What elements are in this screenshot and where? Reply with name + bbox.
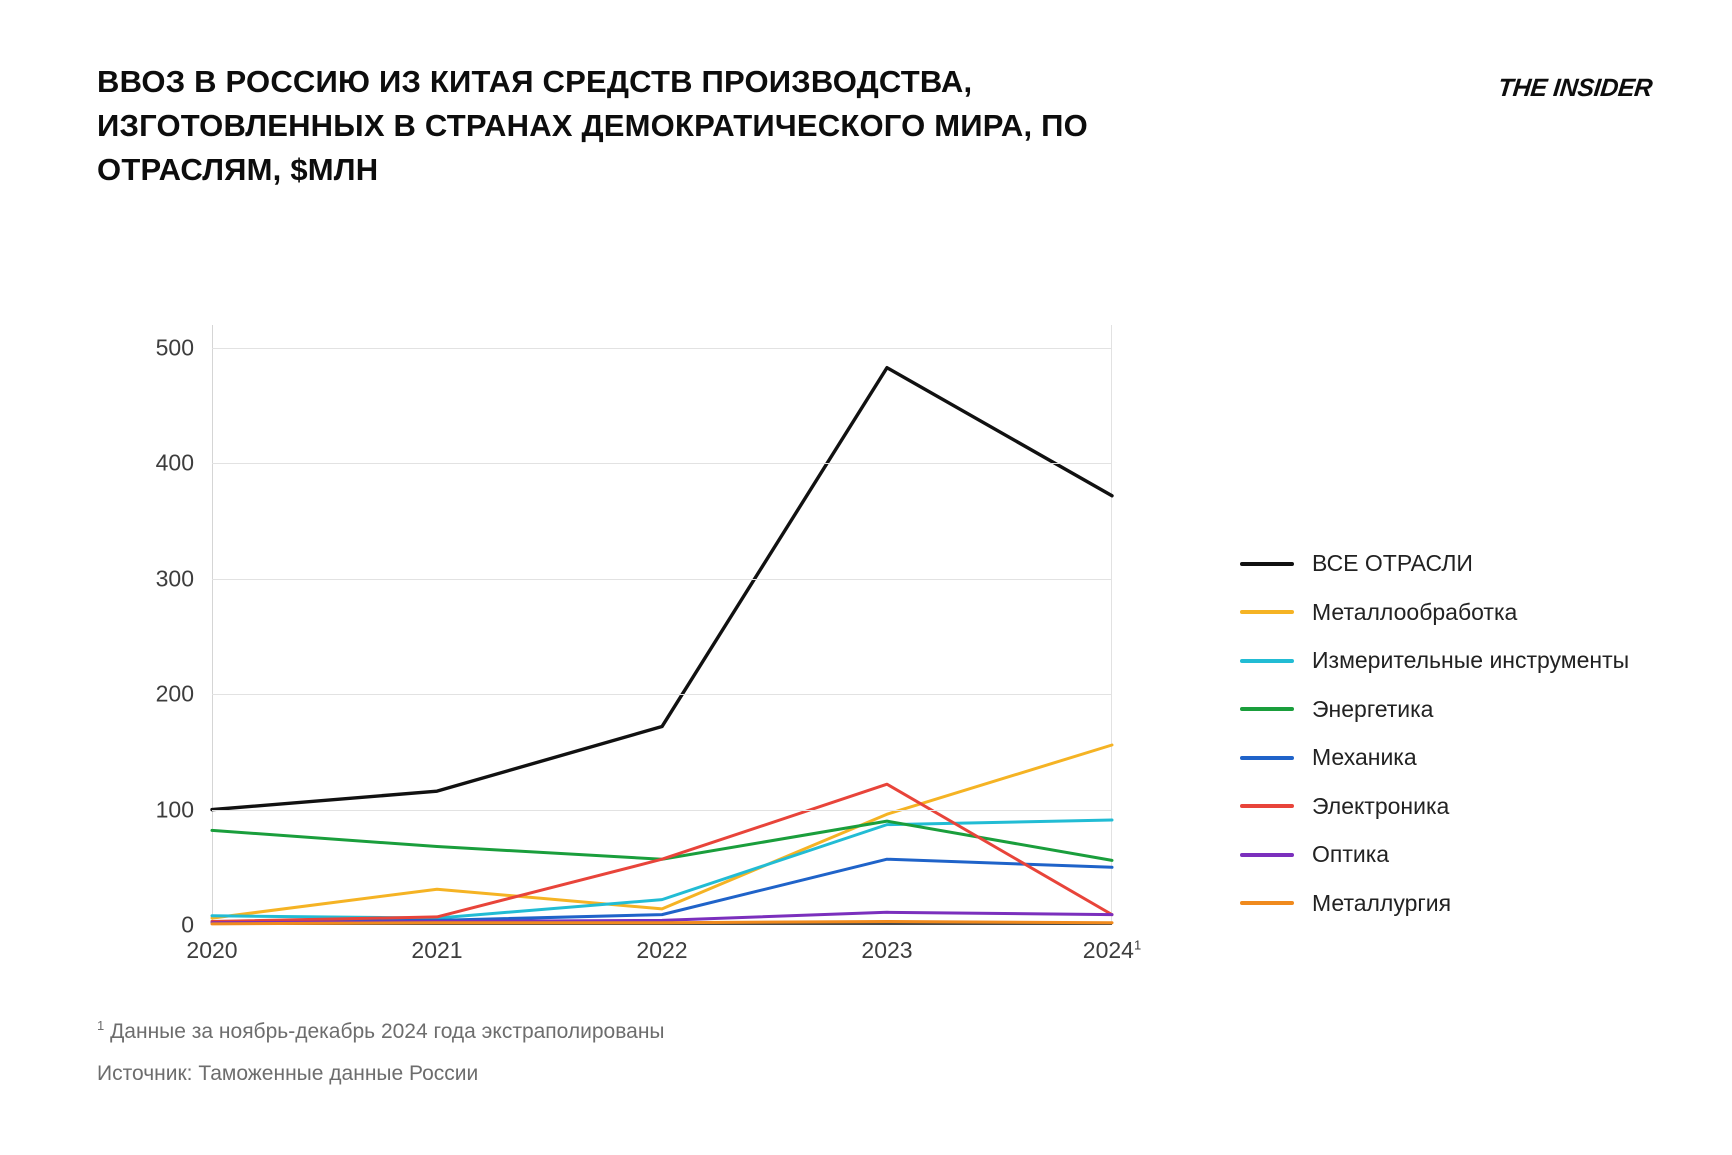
gridline	[212, 348, 1112, 349]
legend-item[interactable]	[1240, 890, 1629, 917]
legend-item[interactable]	[1240, 793, 1629, 820]
legend-item[interactable]	[1240, 647, 1629, 674]
plot-area	[155, 325, 1142, 963]
legend-item-label: Измерительные инструменты	[1312, 647, 1630, 673]
footnote-source: Источник: Таможенные данные России	[97, 1062, 479, 1085]
y-axis-tick-label: 0	[181, 911, 194, 938]
legend-item-label: Электроника	[1312, 792, 1450, 819]
x-axis-tick-label: 2021	[411, 937, 463, 963]
series-line	[212, 368, 1112, 810]
legend-item-label: Оптика	[1312, 841, 1390, 867]
series-line	[212, 821, 1112, 860]
footnote-marker: 1	[97, 1018, 105, 1033]
legend-swatch-icon	[1240, 804, 1294, 808]
series-lines	[212, 325, 1112, 925]
chart-legend	[1240, 550, 1629, 917]
y-axis-tick-label: 100	[155, 796, 194, 823]
legend-item-label: Энергетика	[1312, 695, 1434, 722]
legend-item[interactable]	[1240, 744, 1629, 771]
legend-swatch-icon	[1240, 853, 1294, 857]
legend-item[interactable]	[1240, 550, 1629, 577]
x-axis-tick-label: 2022	[636, 937, 688, 963]
brand-logo: THE INSIDER	[1496, 74, 1654, 102]
gridline	[212, 579, 1112, 580]
legend-item-label: Механика	[1312, 744, 1417, 770]
legend-swatch-icon	[1240, 901, 1294, 905]
x-axis-tick-label: 2024$^1$	[1082, 937, 1142, 963]
chart-container	[97, 300, 1157, 963]
y-axis-tick-label: 300	[155, 565, 194, 592]
footnote-extrapolated	[97, 1018, 665, 1044]
series-line	[212, 922, 1112, 924]
legend-item[interactable]	[1240, 696, 1629, 723]
chart-header	[97, 60, 1652, 192]
gridline	[212, 694, 1112, 695]
legend-swatch-icon	[1240, 659, 1294, 663]
legend-item-label: ВСЕ ОТРАСЛИ	[1312, 550, 1473, 576]
series-line	[212, 745, 1112, 918]
footnote-text: Данные за ноябрь-декабрь 2024 года экстраполированы	[104, 1020, 665, 1043]
page-title: ВВОЗ В РОССИЮ ИЗ КИТАЯ СРЕДСТВ ПРОИЗВОДСТВА, ИЗГОТОВЛЕННЫХ В СТРАНАХ ДЕМОКРАТИЧЕСКОГО МИРА, ПО ОТРАСЛЯМ, $МЛН	[97, 64, 1088, 188]
x-tick-footnote-marker: 1	[1133, 937, 1142, 953]
legend-swatch-icon	[1240, 756, 1294, 760]
plot-inner	[155, 325, 1142, 963]
gridline	[212, 810, 1112, 811]
x-axis-tick-label: 2023	[861, 937, 913, 963]
x-axis-tick-label: 2020	[186, 937, 238, 963]
legend-item-label: Металлургия	[1312, 889, 1452, 916]
legend-swatch-icon	[1240, 610, 1294, 614]
legend-item-label: Металлообработка	[1312, 598, 1518, 625]
legend-item[interactable]	[1240, 841, 1629, 868]
gridline	[212, 463, 1112, 464]
legend-swatch-icon	[1240, 562, 1294, 566]
y-axis-tick-label: 400	[155, 449, 194, 476]
legend-item[interactable]	[1240, 599, 1629, 626]
legend-swatch-icon	[1240, 707, 1294, 711]
y-axis-tick-label: 200	[155, 680, 194, 707]
y-axis-tick-label: 500	[155, 334, 194, 361]
footnotes	[97, 1018, 665, 1086]
